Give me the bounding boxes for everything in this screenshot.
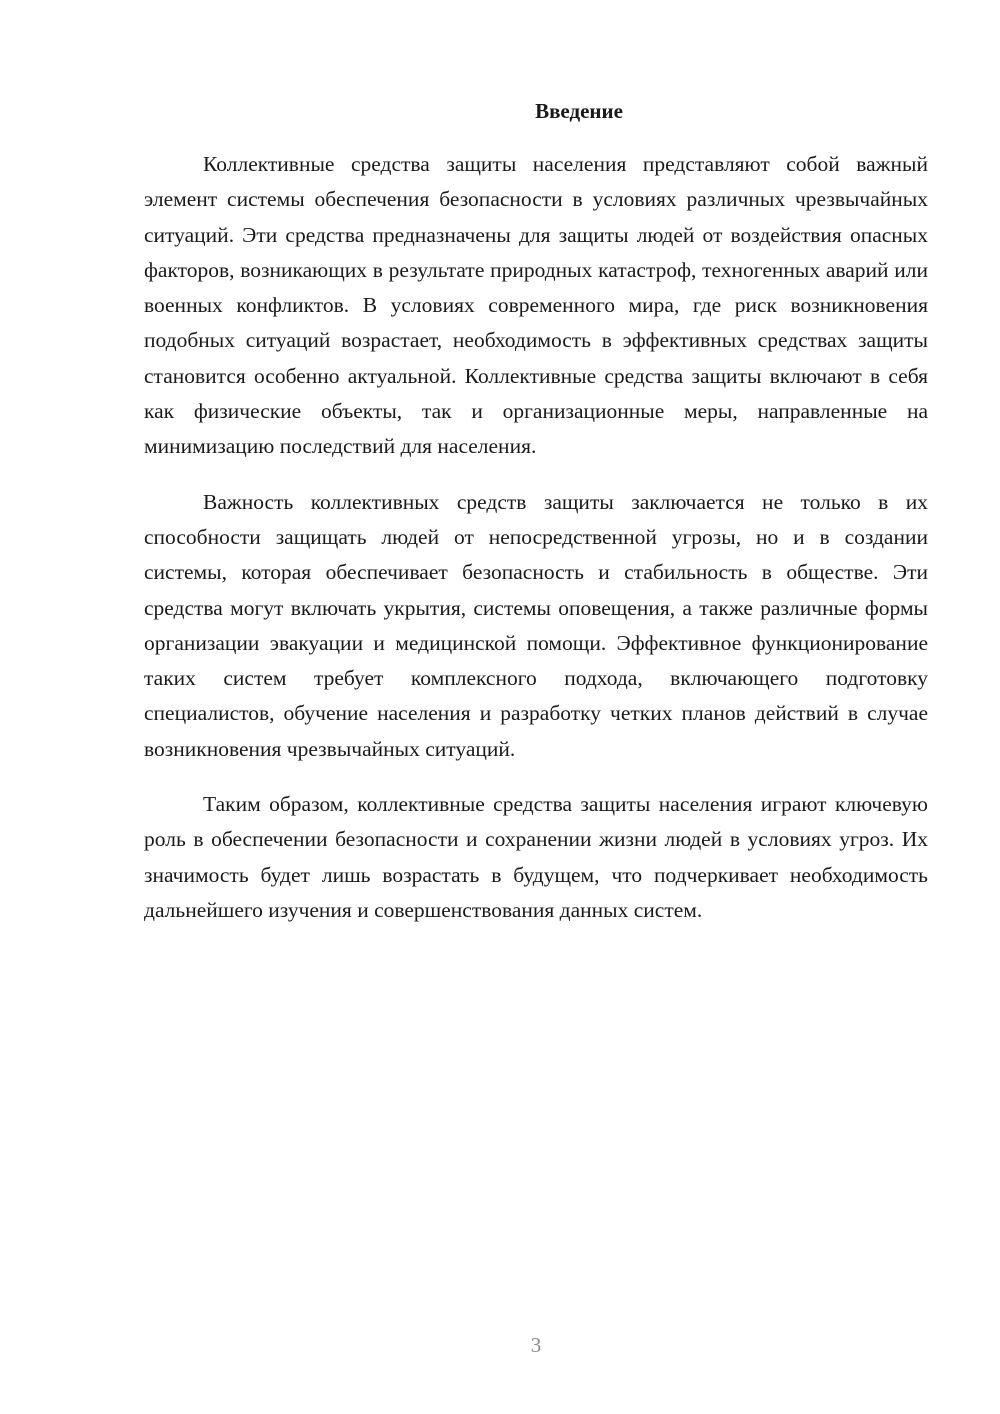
paragraph-1: Коллективные средства защиты населения представляют собой важный элемент системы обеспечения безопасности в условиях различных чрезвычайных ситуаций. Эти средства предназначены для защиты людей от воздействия опасных факторов, возникающих в результате природных катастроф, техногенных аварий или военных конфликтов. В условиях современного мира, где риск возникновения подобных ситуаций возрастает, необходимость в эффективных средствах защиты становится особенно актуальной. Коллективные средства защиты включают в себя как физические объекты, так и организационные меры, направленные на минимизацию последствий для населения. <box>144 152 928 459</box>
paragraph-2: Важность коллективных средств защиты заключается не только в их способности защищать людей от непосредственной угрозы, но и в создании системы, которая обеспечивает безопасность и стабильность в обществе. Эти средства могут включать укрытия, системы оповещения, а также различные формы организации эвакуации и медицинской помощи. Эффективное функционирование таких систем требует комплексного подхода, включающего подготовку специалистов, обучение населения и разработку четких планов действий в случае возникновения чрезвычайных ситуаций. <box>144 489 928 761</box>
page-number: 3 <box>530 1333 542 1357</box>
section-title: Введение <box>535 99 623 123</box>
paragraph-3: Таким образом, коллективные средства защиты населения играют ключевую роль в обеспечении безопасности и сохранении жизни людей в условиях угроз. Их значимость будет лишь возрастать в будущем, что подчеркивает необходимость дальнейшего изучения и совершенствования данных систем. <box>144 792 928 922</box>
page-content <box>144 96 928 948</box>
